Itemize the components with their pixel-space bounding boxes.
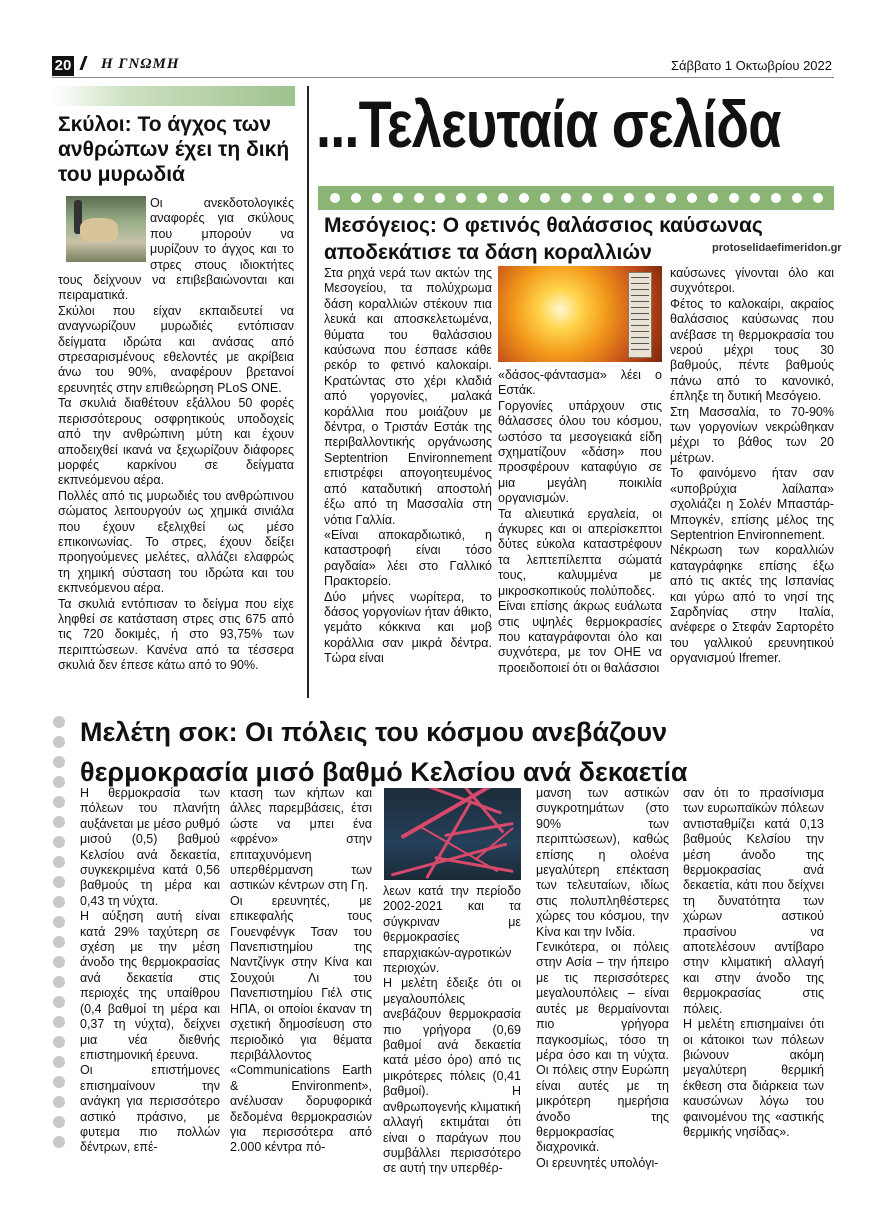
sok-title-line-2: θερμοκρασία μισό βαθμό Κελσίου ανά δεκαετία <box>80 757 688 787</box>
header-divider <box>52 77 834 78</box>
bar-dot <box>708 193 718 203</box>
ribbon-dot <box>53 1096 65 1108</box>
bar-dot <box>372 193 382 203</box>
bar-dot <box>498 193 508 203</box>
thermometer-tick <box>631 301 649 302</box>
bar-dot <box>624 193 634 203</box>
med-article-title: Μεσόγειος: Ο φετινός θαλάσσιος καύσωνας αποδεκάτισε τα δάση κοραλλιών <box>324 214 763 264</box>
med-column-3 <box>670 266 834 667</box>
ribbon-dot <box>53 1136 65 1148</box>
bar-dot <box>750 193 760 203</box>
bar-dot <box>351 193 361 203</box>
thermometer-tick <box>631 319 649 320</box>
thermometer-tick <box>631 283 649 284</box>
quill-icon <box>79 56 99 70</box>
thermometer-tick <box>631 307 649 308</box>
sok-column-1 <box>80 786 220 1156</box>
ribbon-dot <box>53 796 65 808</box>
bar-dot <box>687 193 697 203</box>
bar-dot <box>603 193 613 203</box>
bar-dot <box>540 193 550 203</box>
sun-thermometer-photo <box>498 266 662 362</box>
sok-paragraph: Η αύξηση αυτή είναι κατά 29% ταχύτερη σε σχέση με την μέση άνοδο της θερμοκρασίας ανά δεκαετία στις περιοχές της υπαίθρου (0,4 βαθμοί τη μέρα και 0,37 τη νύχτα), δείχνει μια νέα διεθνής επιστημονική έρευνα. <box>80 909 220 1062</box>
med-paragraph: Νέκρωση των κοραλλιών καταγράφηκε επίσης έξω από τις ακτές της Ισπανίας και γύρω από το νησί της Σαρδηνίας στην Ιταλία, ανέφερε ο Στεφάν Σαρτορέτο του γαλλικού ερευνητικού οργανισμού Ifremer. <box>670 543 834 666</box>
ribbon-dot <box>53 976 65 988</box>
source-site: protoselidaefimeridon.gr <box>712 242 842 254</box>
bar-dot <box>561 193 571 203</box>
bar-dot <box>477 193 487 203</box>
section-accent-bar <box>52 86 295 106</box>
ribbon-dot <box>53 936 65 948</box>
ribbon-dot <box>53 1036 65 1048</box>
sok-paragraph: Οι επιστήμονες επισημαίνουν την ανάγκη για περισσότερο αστικό πράσινο, με φυτεμα πιο πολλών δέντρων, επέ- <box>80 1063 220 1155</box>
dogs-paragraph: Τα σκυλιά εντόπισαν το δείγμα που είχε ληφθεί σε κατάσταση στρες στις 675 από τις 720 δοκιμές, ή στο 93,75% των περιπτώσεων. Κανένα από τα τέσσερα σκυλιά δεν έπεσε κάτω από το 90%. <box>58 596 294 673</box>
sok-paragraph: Η μελέτη έδειξε ότι οι μεγαλουπόλεις ανεβάζουν θερμοκρασία πιο γρήγορα (0,69 βαθμοί ανά δεκαετία κατά μέσο όρο) από τις μικρότερες πόλεις (0,41 βαθμοί). Η ανθρωπογενής κλιματική αλλαγή εκτιμάται ότι είναι ο παράγων που συμβάλλει περισσότερο σε αυτή την υπερθέρ- <box>383 976 521 1176</box>
sok-paragraph: σαν ότι το πρασίνισμα των ευρωπαϊκών πόλεων αντισταθμίζει κατά 0,13 βαθμούς Κελσίου την μέση άνοδο της θερμοκρασίας ανά δεκαετία, κάτι που δείχνει τη δυνατότητα των χώρων αστικού πρασίνου να αποτελέσουν αντίβαρο στην κλιματική αλλαγή και στην άνοδο της θερμοκρασίας στις πόλεις. <box>683 786 824 1016</box>
ribbon-dot <box>53 1056 65 1068</box>
bar-dot <box>435 193 445 203</box>
bar-dot <box>582 193 592 203</box>
ribbon-dot <box>53 716 65 728</box>
ribbon-dot <box>53 916 65 928</box>
bar-dot <box>456 193 466 203</box>
thermometer-tick <box>631 337 649 338</box>
thermometer-tick <box>631 289 649 290</box>
ribbon-dot <box>53 996 65 1008</box>
dogs-article-body <box>58 196 294 674</box>
bar-dot <box>393 193 403 203</box>
sok-paragraph: Οι ερευνητές, με επικεφαλής τους Γουενφένγκ Τσαν του Πανεπιστημίου της Ναντζίνγκ στην Κίνα και Σουχούι Λι του Πανεπιστημίου Γιέλ στις ΗΠΑ, οι οποίοι έκαναν τη σχετική δημοσίευση στο περιοδικό για θέματα περιβάλλοντος «Communications Earth & Environment», ανέλυσαν δορυφορικά δεδομένα θερμοκρασιών για περισσότερα από 2.000 κέντρα πό- <box>230 893 372 1155</box>
newspaper-name: Η ΓΝΩΜΗ <box>101 56 180 72</box>
med-paragraph: Στα ρηχά νερά των ακτών της Μεσογείου, τα πολύχρωμα δάση κοραλλιών στέκουν πια λευκά και αποσκελετωμένα, θύματα του θαλάσσιου καύσωνα που έσπασε κάθε ρεκόρ το φετινό καλοκαίρι. Κρατώντας στο χέρι κλαδιά από γοργονίες, μαλακά κοράλλια που μοιάζουν με δέντρα, ο Τριστάν Εστάκ της περιβαλλοντικής οργάνωσης Septentrion Environnement επιστρέφει απογοητευμένος από καταδυτική αποστολή έξω από τη Μασσαλία στη νότια Γαλλία. <box>324 266 492 527</box>
sok-column-3 <box>383 884 521 1177</box>
issue-date: Σάββατο 1 Οκτωβρίου 2022 <box>670 58 832 73</box>
ribbon-dot <box>53 1016 65 1028</box>
ribbon-dot <box>53 776 65 788</box>
sok-article-title <box>80 712 840 792</box>
med-column-2 <box>498 368 662 676</box>
dotted-ribbon <box>52 712 66 1152</box>
newspaper-logo <box>82 56 180 73</box>
bar-dot <box>666 193 676 203</box>
ribbon-dot <box>53 1076 65 1088</box>
sok-paragraph: κταση των κήπων και άλλες παρεμβάσεις, έτσι ώστε να μπει ένα «φρένο» στην επιταχυνόμενη υπερθέρμανση των αστικών κέντρων στη Γη. <box>230 786 372 893</box>
thermometer-tick <box>631 349 649 350</box>
dogs-paragraph: Σκύλοι που είχαν εκπαιδευτεί να αναγνωρίζουν μυρωδιές εντόπισαν δείγματα ιδρώτα και ανάσας από στρεσαρισμένους εθελοντές με ακρίβεια άνω του 90%, αναφέρουν βρετανοί ερευνητές στην επιθεώρηση PLoS ONE. <box>58 303 294 395</box>
med-paragraph: «δάσος-φάντασμα» λέει ο Εστάκ. <box>498 368 662 398</box>
med-paragraph: Φέτος το καλοκαίρι, ακραίος θαλάσσιος καύσωνας που ανέβασε τη θερμοκρασία του νερού μέχρι τους 30 βαθμούς, πέντε βαθμούς πάνω από το κανονικό, έπληξε τη δυτική Μεσόγειο. <box>670 296 834 404</box>
med-paragraph: καύσωνες γίνονται όλο και συχνότεροι. <box>670 266 834 296</box>
ribbon-dot <box>53 956 65 968</box>
med-paragraph: Τα αλιευτικά εργαλεία, οι άγκυρες και οι απερίσκεπτοι δύτες εύκολα καταστρέφουν τα λεπτεπίλεπτα σώματά τους, καλυμμένα με μικροσκοπικούς πολύποδες. <box>498 506 662 598</box>
sok-paragraph: μανση των αστικών συγκροτημάτων (στο 90% των περιπτώσεων), καθώς επίσης η ολοένα μεγαλύτερη επέκταση των τελευταίων, ιδίως στις πολυπληθέστερες χώρες του κόσμου, την Κίνα και την Ινδία. <box>536 786 669 939</box>
bar-dot <box>645 193 655 203</box>
thermometer-tick <box>631 325 649 326</box>
sok-paragraph: Η μελέτη επισημαίνει ότι οι κάτοικοι των πόλεων βιώνουν ακόμη μεγαλύτερη θερμική έκθεση στα διάρκεια των καυσώνων λόγω του φαινομένου της «αστικής θερμικής νησίδας». <box>683 1017 824 1139</box>
med-paragraph: Γοργονίες υπάρχουν στις θάλασσες όλου του κόσμου, ωστόσο τα μεσογειακά είδη σχηματίζουν «δάση» που προσφέρουν καταφύγιο σε μια μεγάλη ποικιλία οργανισμών. <box>498 398 662 506</box>
thermometer-tick <box>631 295 649 296</box>
thermometer-tick <box>631 331 649 332</box>
ribbon-dot <box>53 856 65 868</box>
dotted-divider-bar <box>318 186 834 210</box>
med-paragraph: Το φαινόμενο ήταν σαν «υποβρύχια λαίλαπα» σχολιάζει η Σολέν Μπαστάρ-Μπογκέν, επίσης μέλος της Septentrion Environnement. <box>670 466 834 542</box>
bar-dot <box>519 193 529 203</box>
section-title: ...Τελευταία σελίδα <box>316 87 781 161</box>
med-paragraph: «Είναι αποκαρδιωτικό, η καταστροφή είναι τόσο ραγδαία» λέει στο Γαλλικό Πρακτορείο. <box>324 527 492 589</box>
med-paragraph: Δύο μήνες νωρίτερα, το δάσος γοργονίων ήταν άθικτο, γεμάτο κόκκινα και μοβ κοράλλια σαν μικρά δέντρα. Τώρα είναι <box>324 589 492 666</box>
bar-dot <box>729 193 739 203</box>
med-column-1 <box>324 266 492 667</box>
thermometer-tick <box>631 313 649 314</box>
sok-paragraph: Η θερμοκρασία των πόλεων του πλανήτη αυξάνεται με μέσο ρυθμό μισού (0,5) βαθμού Κελσίου ανά δεκαετία, συγκεκριμένα κατά 0,56 βαθμούς τη μέρα και 0,43 τη νύχτα. <box>80 786 220 908</box>
ribbon-dot <box>53 896 65 908</box>
sok-title-line-1: Μελέτη σοκ: Οι πόλεις του κόσμου ανεβάζουν <box>80 717 668 747</box>
sok-paragraph: Γενικότερα, οι πόλεις στην Ασία – την ήπειρο με τις περισσότερες μεγαλουπόλεις – είναι αυτές με θερμαίνονται πιο γρήγορα παγκοσμίως, τόσο τη μέρα όσο και τη νύχτα. Οι πόλεις στην Ευρώπη είναι αυτές με τη μικρότερη ημερήσια άνοδο της θερμοκρασίας διαχρονικά. <box>536 940 669 1155</box>
dogs-paragraph: Τα σκυλιά διαθέτουν εξάλλου 50 φορές περισσότερους οσφρητικούς υποδοχείς από την ανθρώπινη μύτη και έχουν αποδειχθεί ικανά να ξεχωρίζουν διάφορες μορφές καρκίνου σε δείγματα εκπνεόμενου αέρα. <box>58 396 294 488</box>
page-number: 20 <box>52 56 74 76</box>
sok-column-5 <box>683 786 824 1140</box>
dogs-paragraph: Οι ανεκδοτολογικές αναφορές για σκύλους που μπορούν να μυρίζουν το άγχος και το στρες στους ιδιοκτήτες τους δείχνουν να επιβεβαιώνονται και πειραματικά. <box>58 196 294 303</box>
bar-dot <box>330 193 340 203</box>
coral-branch <box>474 827 514 861</box>
bar-dot <box>813 193 823 203</box>
ribbon-dot <box>53 876 65 888</box>
sok-paragraph: Οι ερευνητές υπολόγι- <box>536 1155 659 1170</box>
thermometer-icon <box>628 272 652 358</box>
bar-dot <box>792 193 802 203</box>
thermometer-tick <box>631 343 649 344</box>
med-paragraph: Είναι επίσης άκρως ευάλωτα στις υψηλές θερμοκρασίες που καταγράφονται όλο και συχνότερα, με τον ΟΗΕ να προειδοποιεί ότι οι θαλάσσιοι <box>498 599 662 675</box>
sok-column-2 <box>230 786 372 1156</box>
ribbon-dot <box>53 756 65 768</box>
column-rule <box>307 86 309 698</box>
ribbon-dot <box>53 836 65 848</box>
sok-paragraph: λεων κατά την περίοδο 2002-2021 και τα σύγκριναν με θερμοκρασίες επαρχιακών-αγροτικών περιοχών. <box>383 884 521 976</box>
dog-photo <box>66 196 146 262</box>
dog-figure <box>80 218 118 242</box>
bar-dot <box>771 193 781 203</box>
coral-photo <box>384 788 521 880</box>
dogs-paragraph: Πολλές από τις μυρωδιές του ανθρώπινου σώματος λειτουργούν ως χημικά σινιάλα που έχουν εξελιχθεί ως μέσο επικοινωνίας. Το στρες, έχουν δείξει προηγούμενες μελέτες, αλλάζει ελαφρώς τη χημική σύσταση του ιδρώτα και του εκπνεόμενου αέρα. <box>58 488 294 596</box>
dogs-article-title: Σκύλοι: Το άγχος των ανθρώπων έχει τη δική του μυρωδιά <box>58 113 290 186</box>
ribbon-dot <box>53 736 65 748</box>
med-paragraph: Στη Μασσαλία, το 70-90% των γοργονίων νεκρώθηκαν μέχρι το βάθος των 20 μέτρων. <box>670 404 834 465</box>
ribbon-dot <box>53 1116 65 1128</box>
ribbon-dot <box>53 816 65 828</box>
sok-column-4 <box>536 786 669 1171</box>
thermometer-tick <box>631 277 649 278</box>
bar-dot <box>414 193 424 203</box>
